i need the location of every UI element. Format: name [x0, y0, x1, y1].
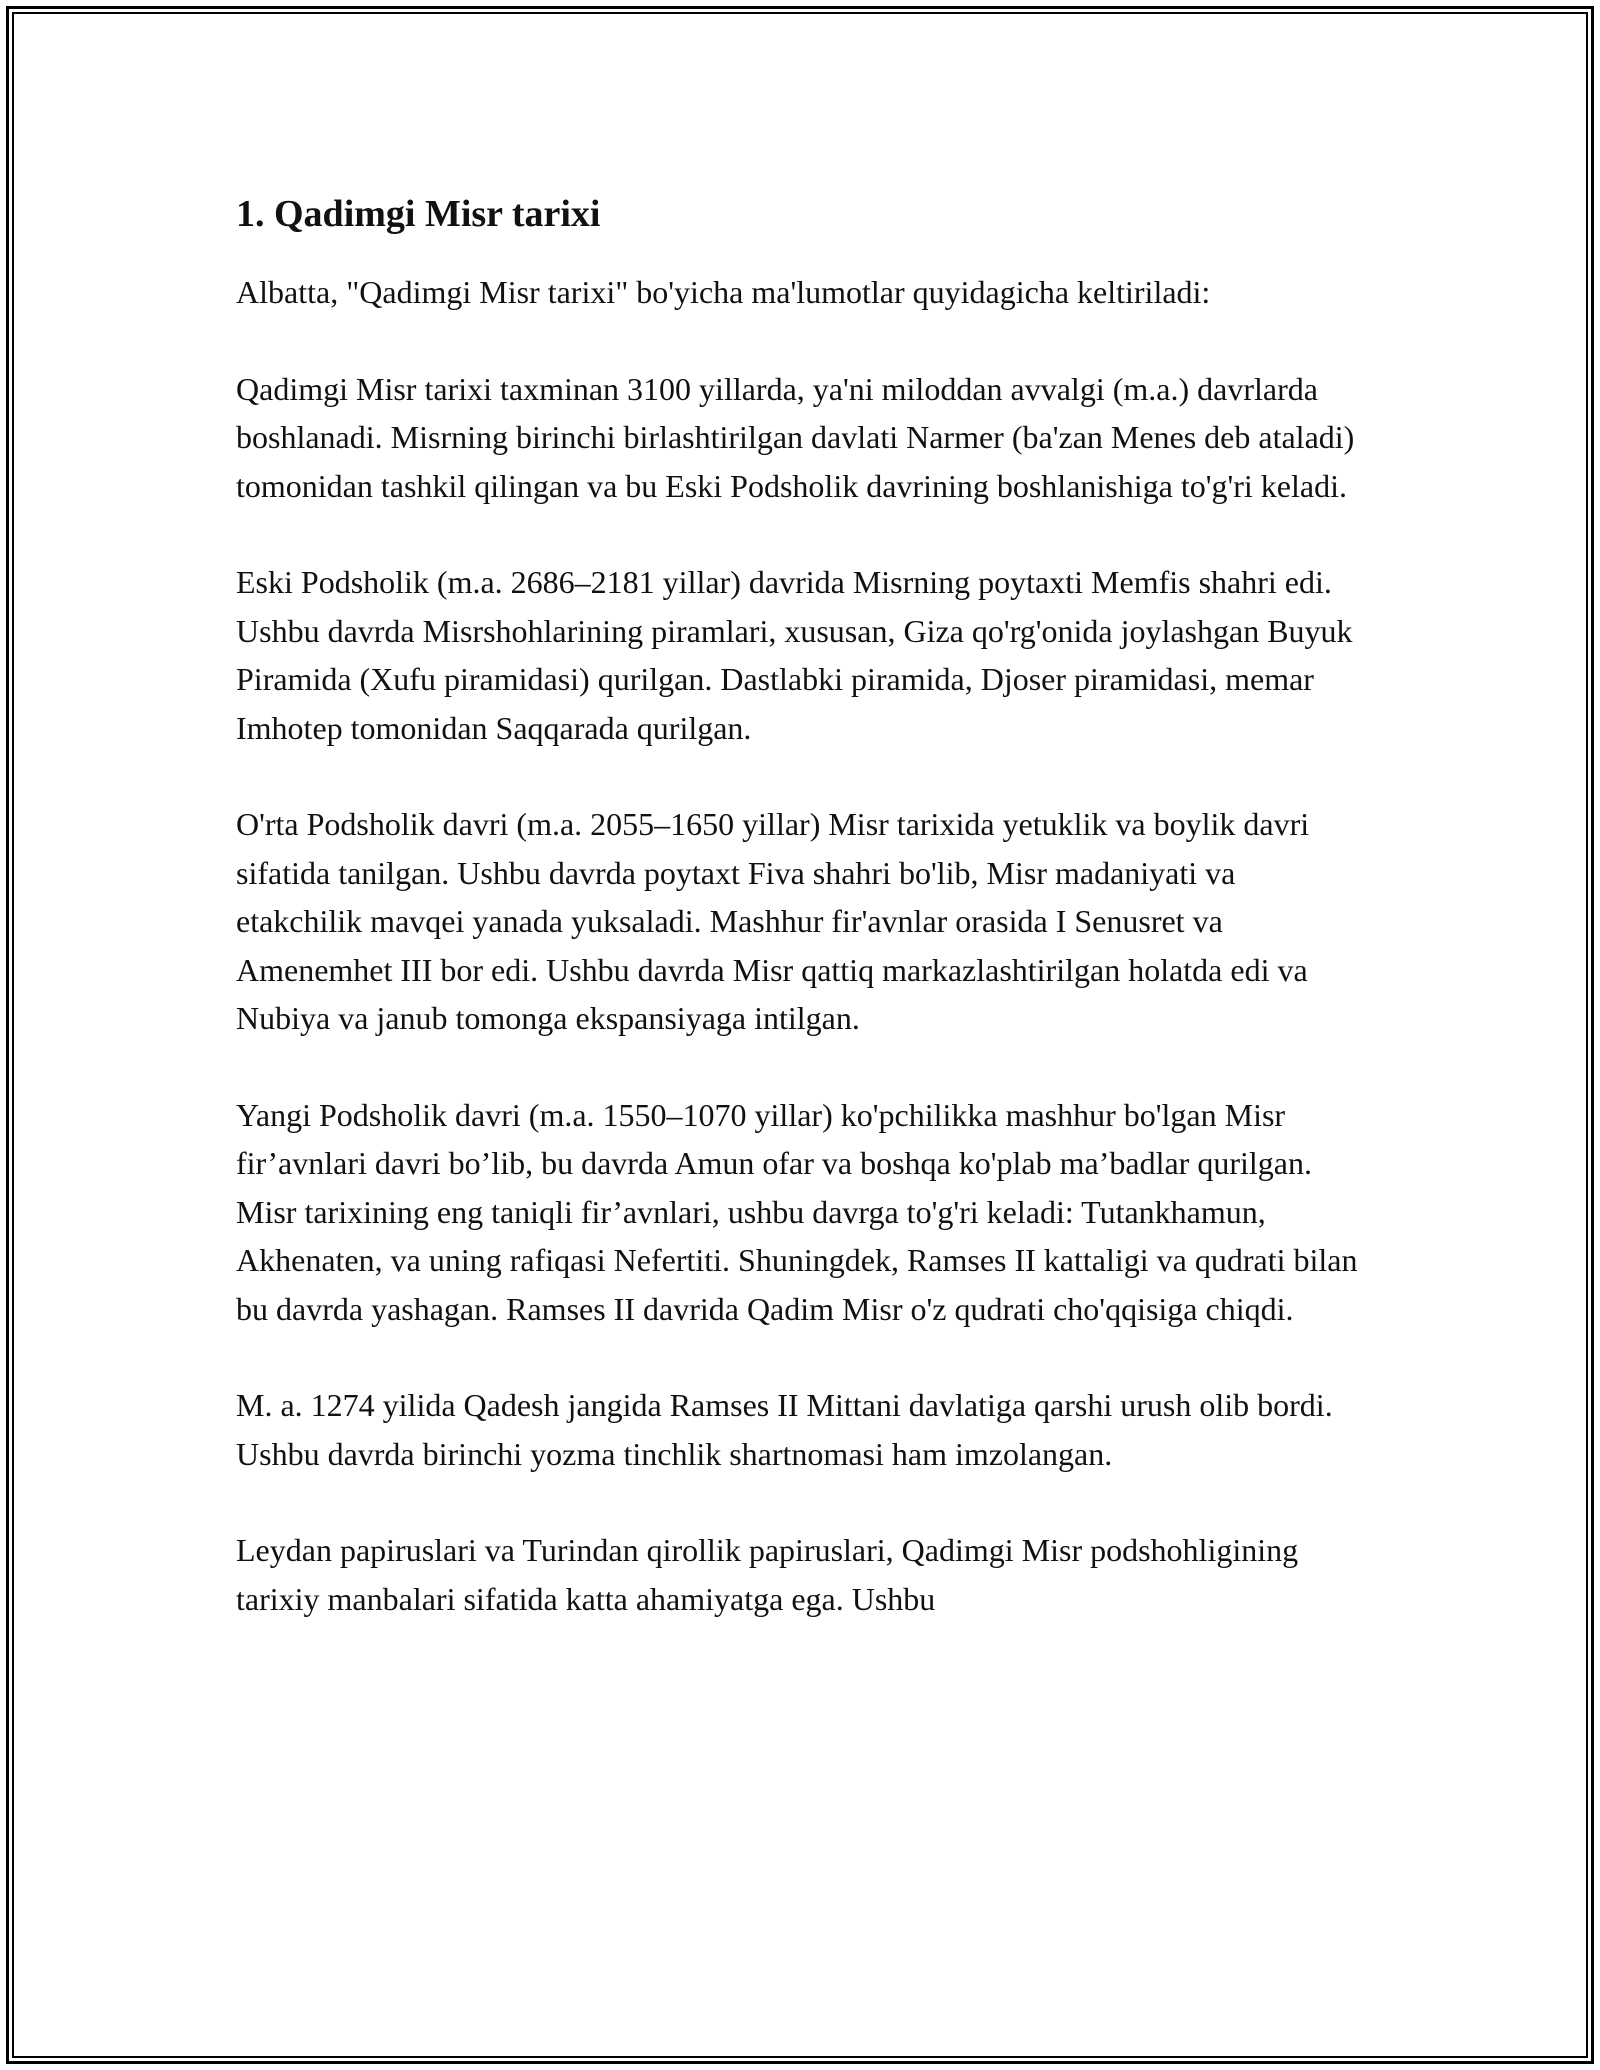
paragraph-origins: Qadimgi Misr tarixi taxminan 3100 yillarda, ya'ni miloddan avvalgi (m.a.) davrlarda boshlanadi. Misrning birinchi birlashtirilgan davlati Narmer (ba'zan Menes deb ataladi) tomonidan tashkil qilingan va bu Eski Podsholik davrining boshlanishiga to'g'ri keladi.	[236, 370, 1355, 504]
paragraph-new-kingdom: Yangi Podsholik davri (m.a. 1550–1070 yillar) ko'pchilikka mashhur bo'lgan Misr fir’avnlari davri bo’lib, bu davrda Amun ofar va boshqa ko'plab ma’badlar qurilgan. Misr tarixining eng taniqli fir’avnlari, ushbu davrga to'g'ri keladi: Tutankhamun, Akhenaten, va uning rafiqasi Nefertiti. Shuningdek, Ramses II kattaligi va qudrati bilan bu davrda yashagan. Ramses II davrida Qadim Misr o'z qudrati cho'qqisiga chiqdi.	[236, 1096, 1358, 1327]
intro-paragraph: Albatta, "Qadimgi Misr tarixi" bo'yicha ma'lumotlar quyidagicha keltiriladi:	[236, 274, 1211, 310]
section-heading: 1. Qadimgi Misr tarixi	[236, 193, 601, 235]
paragraph-papyri: Leydan papiruslari va Turindan qirollik papiruslari, Qadimgi Misr podshohligining tarixiy manbalari sifatida katta ahamiyatga ega. Ushbu	[236, 1532, 1299, 1617]
paragraph-old-kingdom: Eski Podsholik (m.a. 2686–2181 yillar) davrida Misrning poytaxti Memfis shahri edi. Ushbu davrda Misrshohlarining piramlari, xususan, Giza qo'rg'onida joylashgan Buyuk Piramida (Xufu piramidasi) qurilgan. Dastlabki piramida, Djoser piramidasi, memar Imhotep tomonidan Saqqarada qurilgan.	[236, 564, 1353, 746]
document-body	[236, 186, 1366, 1671]
paragraph-qadesh-battle: M. a. 1274 yilida Qadesh jangida Ramses II Mittani davlatiga qarshi urush olib bordi. Ushbu davrda birinchi yozma tinchlik shartnomasi ham imzolangan.	[236, 1387, 1333, 1472]
paragraph-middle-kingdom: O'rta Podsholik davri (m.a. 2055–1650 yillar) Misr tarixida yetuklik va boylik davri sifatida tanilgan. Ushbu davrda poytaxt Fiva shahri bo'lib, Misr madaniyati va etakchilik mavqei yanada yuksaladi. Mashhur fir'avnlar orasida I Senusret va Amenemhet III bor edi. Ushbu davrda Misr qattiq markazlashtirilgan holatda edi va Nubiya va janub tomonga ekspansiyaga intilgan.	[236, 806, 1310, 1036]
